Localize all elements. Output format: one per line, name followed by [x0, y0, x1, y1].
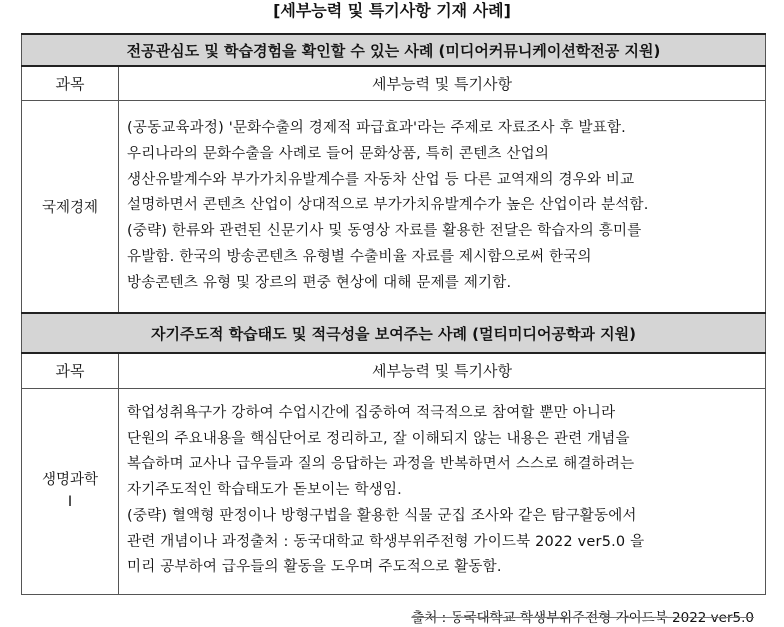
- section-1-line: 유발함. 한국의 방송콘텐츠 유형별 수출비율 자료를 제시함으로써 한국의: [127, 248, 592, 265]
- section-2-line: 단원의 주요내용을 핵심단어로 정리하고, 잘 이해되지 않는 내용은 관련 개념을: [127, 430, 630, 447]
- section-2-subject-numeral: Ⅰ: [67, 494, 73, 510]
- section-1-subject-cell: [22, 100, 119, 313]
- section-2-header-row: [22, 313, 766, 353]
- section-2-line: 관련 개념이나 과정출처 : 동국대학교 학생부위주전형 가이드북 2022 ver5.0 을: [127, 533, 645, 550]
- section-1-header: 전공관심도 및 학습경험을 확인할 수 있는 사례 (미디어커뮤니케이션학전공 지원): [22, 34, 766, 66]
- section-1-line: (공동교육과정) '문화수출의 경제적 파급효과'라는 주제로 자료조사 후 발표함.: [127, 120, 626, 137]
- section-2-subject: 생명과학: [41, 472, 99, 488]
- section-1-column-header-row: [22, 66, 766, 100]
- source-footnote: 출처 : 동국대학교 학생부위주전형 가이드북 2022 ver5.0: [411, 610, 754, 626]
- section-1-line: 설명하면서 콘텐츠 산업이 상대적으로 부가가치유발계수가 높은 산업이라 분석함.: [127, 197, 649, 214]
- section-2-column-header-row: [22, 353, 766, 388]
- section-2-detail-cell: [119, 388, 766, 594]
- section-2-record-row: [22, 388, 766, 594]
- section-1-col-detail: 세부능력 및 특기사항: [119, 66, 766, 100]
- section-2-col-detail: 세부능력 및 특기사항: [119, 353, 766, 388]
- section-2-line: 복습하며 교사나 급우들과 질의 응답하는 과정을 반복하면서 스스로 해결하려는: [127, 456, 635, 473]
- records-table: [21, 33, 766, 595]
- section-1-header-row: [22, 34, 766, 66]
- section-1-line: (중략) 한류와 관련된 신문기사 및 동영상 자료를 활용한 전달은 학습자의 흥미를: [127, 223, 642, 240]
- document-title: [세부능력 및 특기사항 기재 사례]: [273, 1, 511, 20]
- section-2-line: 자기주도적인 학습태도가 돋보이는 학생임.: [127, 482, 402, 499]
- section-2-subject-cell: [22, 388, 119, 594]
- section-2-line: (중략) 혈액형 판정이나 방형구법을 활용한 식물 군집 조사와 같은 탐구활동에서: [127, 507, 637, 524]
- section-1-subject: 국제경제: [41, 199, 99, 216]
- section-1-detail-cell: [119, 100, 766, 313]
- section-1-line: 방송콘텐츠 유형 및 장르의 편중 현상에 대해 문제를 제기함.: [127, 274, 512, 291]
- section-2-line: 학업성취욕구가 강하여 수업시간에 집중하여 적극적으로 참여할 뿐만 아니라: [127, 405, 616, 422]
- section-1-col-subject: 과목: [22, 66, 119, 100]
- section-2-header: 자기주도적 학습태도 및 적극성을 보여주는 사례 (멀티미디어공학과 지원): [22, 313, 766, 353]
- section-2-col-subject: 과목: [22, 353, 119, 388]
- section-1-line: 생산유발계수와 부가가치유발계수를 자동차 산업 등 다른 교역재의 경우와 비교: [127, 171, 635, 188]
- section-1-line: 우리나라의 문화수출을 사례로 들어 문화상품, 특히 콘텐츠 산업의: [127, 145, 550, 162]
- section-2-line: 미리 공부하여 급우들의 활동을 도우며 주도적으로 활동함.: [127, 559, 502, 576]
- section-1-record-row: [22, 100, 766, 313]
